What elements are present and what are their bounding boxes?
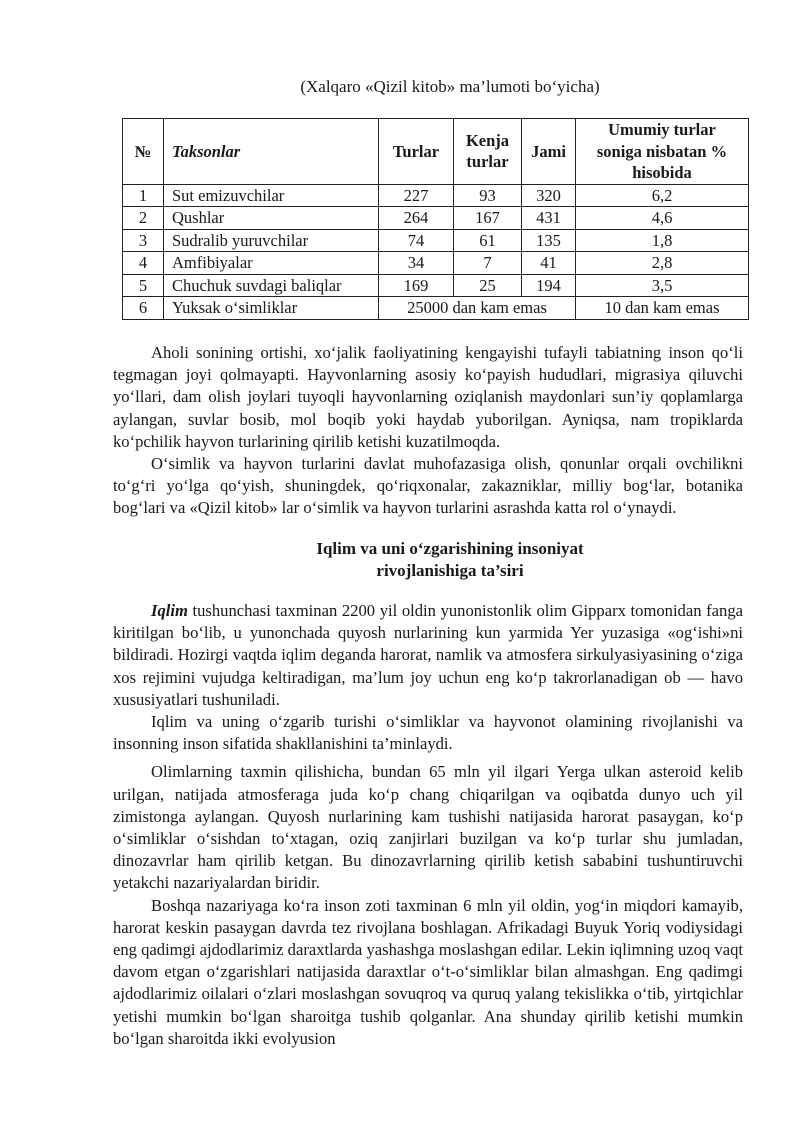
cell-total: 320 [522,184,576,207]
cell-total: 194 [522,274,576,297]
header-ratio-line2: soniga nisbatan % [596,141,728,161]
cell-taxon: Qushlar [164,207,379,230]
header-total: Jami [522,119,576,185]
table-row [123,229,749,252]
paragraph: O‘simlik va hayvon turlarini davlat muhofazasiga olish, qonunlar orqali ovchilikni to‘g‘ri yo‘lga qo‘yish, shuningdek, qo‘riqxonalar, zakazniklar, milliy bog‘lar, botanika bog‘lari va «Qizil kitob» lar o‘simlik va hayvon turlarini asrashda katta rol o‘ynaydi. [113,454,743,518]
paragraph: Aholi sonining ortishi, xo‘jalik faoliyatining kengayishi tufayli tabiatning inson qo‘li tegmagan joyi qolmayapti. Hayvonlarning asosiy ko‘payish hududlari, migrasiya qiluvchi yo‘llari, dam olish joylari tuyoqli hayvonlarning oziqlanish maydonlari sun’iy qoplamlarga aylangan, suvlar bosib, mol boqib yoki haydab yuborilgan. Ayniqsa, nam tropiklarda ko‘pchilik hayvon turlarining qirilib ketishi kuzatilmoqda. [113,343,743,451]
cell-taxon: Amfibiyalar [164,252,379,275]
cell-species: 74 [379,229,454,252]
header-ratio-line3: hisobida [632,163,692,182]
section-heading [0,538,800,582]
table-row [123,252,749,275]
cell-num: 6 [123,297,164,320]
cell-ratio: 2,8 [576,252,749,275]
cell-taxon: Yuksak o‘simliklar [164,297,379,320]
term-iqlim: Iqlim [151,601,188,620]
paragraph: Iqlim va uning o‘zgarib turishi o‘simliklar va hayvonot olamining rivojlanishi va insonning inson sifatida shakllanishini ta’minlaydi. [113,712,743,754]
cell-total: 431 [522,207,576,230]
cell-taxon: Sudralib yuruvchilar [164,229,379,252]
header-subspecies-line2: turlar [466,152,509,172]
header-ratio [576,119,749,185]
paragraph [113,600,743,711]
text-block-intro [113,342,743,520]
cell-num: 2 [123,207,164,230]
section-heading-line2: rivojlanishiga ta’siri [376,561,524,580]
cell-num: 5 [123,274,164,297]
cell-num: 1 [123,184,164,207]
cell-subspecies: 7 [454,252,522,275]
table-header-row [123,119,749,185]
section-heading-line1: Iqlim va uni o‘zgarishining insoniyat [316,539,584,558]
table-row [123,274,749,297]
cell-num: 4 [123,252,164,275]
cell-ratio: 1,8 [576,229,749,252]
table-row [123,184,749,207]
cell-merged-count: 25000 dan kam emas [379,297,576,320]
paragraph-text: tushunchasi taxminan 2200 yil oldin yunonistonlik olim Gipparx tomonidan fanga kiritilgan bo‘lib, u yunonchada quyosh nurlarining kun yarmida Yer yuzasiga «og‘ishi»ni bildiradi. Hozirgi vaqtda iqlim deganda harorat, namlik va atmosfera sirkulyasiyasining o‘ziga xos rejimini vujudga keltiradigan, ma’lum joy uchun eng ko‘p takrorlanadigan ob — havo xususiyatlari tushuniladi. [113,601,743,709]
cell-total: 41 [522,252,576,275]
table-caption: (Xalqaro «Qizil kitob» ma’lumoti bo‘yicha) [300,77,600,96]
cell-subspecies: 93 [454,184,522,207]
cell-total: 135 [522,229,576,252]
paragraph: Boshqa nazariyaga ko‘ra inson zoti taxminan 6 mln yil oldin, yog‘in miqdori kamayib, harorat keskin pasaygan davrda tez rivojlana boshlagan. Afrikadagi Buyuk Yoriq vodiysidagi eng qadimgi ajdodlarimiz daraxtlarda yashashga moslashgan edilar. Lekin iqlimning uzoq vaqt davom etgan o‘zgarishlari natijasida daraxtlar o‘t-o‘simliklar bilan almashgan. Eng qadimgi ajdodlarimiz oilalari o‘zlari moslashgan sovuqroq va quruq yalang tekislikka o‘tib, yirtqichlar yetishi mumkin bo‘lgan sharoitga tushib qolganlar. Ana shunday qirilib ketishi mumkin bo‘lgan sharoitda ikki evolyusion [113,895,743,1048]
cell-species: 227 [379,184,454,207]
header-num: № [123,119,164,185]
header-subspecies [454,119,522,185]
taxa-table [122,118,749,320]
cell-subspecies: 167 [454,207,522,230]
header-species: Turlar [379,119,454,185]
cell-species: 264 [379,207,454,230]
cell-taxon: Chuchuk suvdagi baliqlar [164,274,379,297]
cell-ratio: 3,5 [576,274,749,297]
text-block-climate [113,600,743,1050]
cell-taxon: Sut emizuvchilar [164,184,379,207]
cell-species: 169 [379,274,454,297]
cell-ratio: 10 dan kam emas [576,297,749,320]
header-subspecies-line1: Kenja [465,130,510,150]
table-row [123,207,749,230]
cell-ratio: 6,2 [576,184,749,207]
cell-num: 3 [123,229,164,252]
cell-ratio: 4,6 [576,207,749,230]
table-row [123,297,749,320]
cell-subspecies: 25 [454,274,522,297]
header-taxa: Taksonlar [164,119,379,185]
cell-subspecies: 61 [454,229,522,252]
header-ratio-line1: Umumiy turlar [608,120,716,139]
cell-species: 34 [379,252,454,275]
paragraph: Olimlarning taxmin qilishicha, bundan 65 mln yil ilgari Yerga ulkan asteroid kelib urilgan, natijada atmosferaga juda ko‘p chang chiqarilgan va oqibatda dunyo uch yil zimistonga aylangan. Quyosh nurlarining kam tushishi natijasida harorat pasaygan, ko‘p o‘simliklar o‘sishdan to‘xtagan, oziq zanjirlari buzilgan va ko‘p turlar shu jumladan, dinozavrlar ham qirilib ketgan. Bu dinozavrlarning qirilib ketish sababini tushuntiruvchi yetakchi nazariyalardan biridir. [113,762,743,893]
